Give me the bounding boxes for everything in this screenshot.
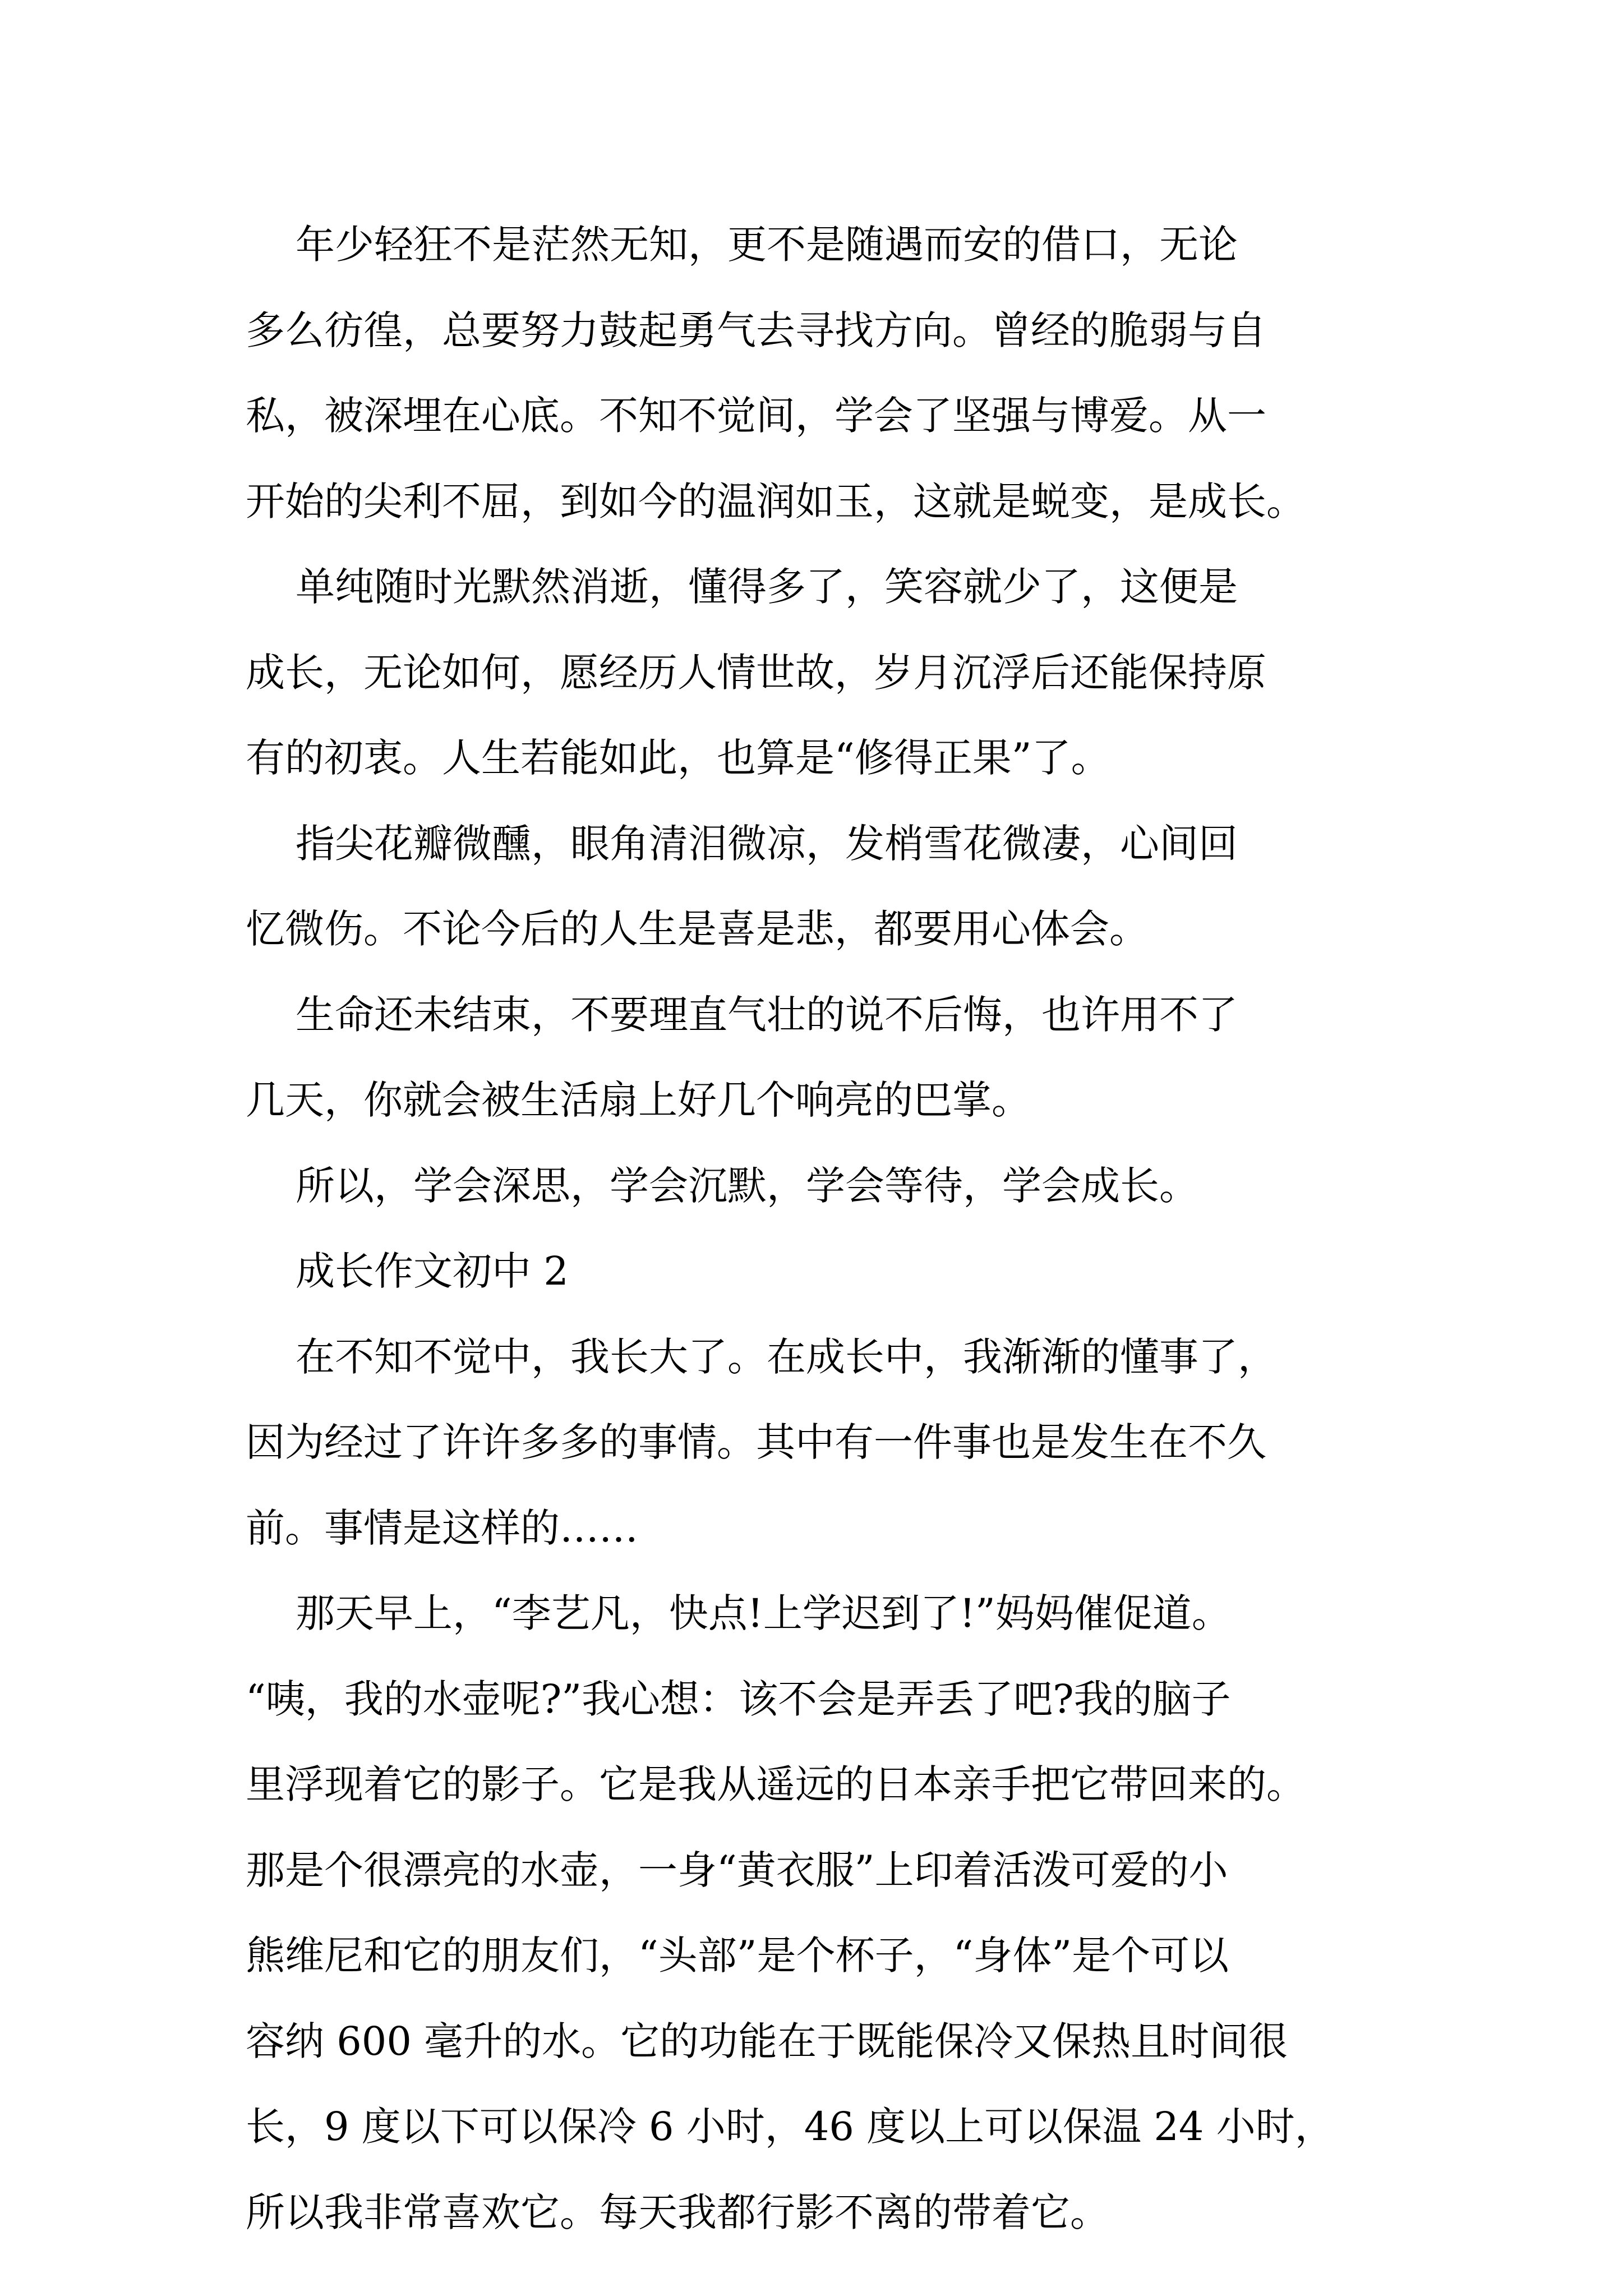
text-line: 忆微伤。不论今后的人生是喜是悲，都要用心体会。	[246, 906, 1149, 952]
text-line: 熊维尼和它的朋友们，“头部”是个杯子，“身体”是个可以	[246, 1932, 1229, 1978]
text-line: 里浮现着它的影子。它是我从遥远的日本亲手把它带回来的。	[246, 1761, 1306, 1807]
text-line: 开始的尖利不屈，到如今的温润如玉，这就是蜕变，是成长。	[246, 478, 1306, 524]
text-line: 多么彷徨，总要努力鼓起勇气去寻找方向。曾经的脆弱与自	[246, 307, 1266, 353]
text-line: 指尖花瓣微醺，眼角清泪微凉，发梢雪花微凄，心间回	[246, 820, 1238, 867]
text-line: 有的初衷。人生若能如此，也算是“修得正果”了。	[246, 735, 1110, 781]
text-line: 容纳 600 毫升的水。它的功能在于既能保冷又保热且时间很	[246, 2018, 1288, 2064]
text-line: 几天，你就会被生活扇上好几个响亮的巴掌。	[246, 1077, 1031, 1123]
text-line: 因为经过了许许多多的事情。其中有一件事也是发生在不久	[246, 1419, 1266, 1465]
text-line: 前。事情是这样的……	[246, 1504, 638, 1551]
text-line: “咦，我的水壶呢?”我心想：该不会是弄丢了吧?我的脑子	[246, 1676, 1231, 1722]
text-line: 私，被深埋在心底。不知不觉间，学会了坚强与博爱。从一	[246, 393, 1266, 439]
text-line: 那天早上，“李艺凡，快点!上学迟到了!”妈妈催促道。	[246, 1590, 1231, 1636]
text-line: 长，9 度以下可以保冷 6 小时，46 度以上可以保温 24 小时，	[246, 2104, 1334, 2150]
text-line: 在不知不觉中，我长大了。在成长中，我渐渐的懂事了，	[246, 1333, 1278, 1380]
text-line: 年少轻狂不是茫然无知，更不是随遇而安的借口，无论	[246, 222, 1238, 268]
text-line: 所以我非常喜欢它。每天我都行影不离的带着它。	[246, 2189, 1109, 2235]
text-line: 所以，学会深思，学会沉默，学会等待，学会成长。	[246, 1162, 1199, 1209]
text-line: 单纯随时光默然消逝，懂得多了，笑容就少了，这便是	[246, 564, 1238, 610]
text-line: 那是个很漂亮的水壶，一身“黄衣服”上印着活泼可爱的小	[246, 1847, 1228, 1893]
text-line: 生命还未结束，不要理直气壮的说不后悔，也许用不了	[246, 991, 1238, 1038]
section-heading: 成长作文初中 2	[246, 1248, 569, 1294]
document-body	[246, 202, 1401, 2255]
text-line: 成长，无论如何，愿经历人情世故，岁月沉浮后还能保持原	[246, 649, 1266, 696]
